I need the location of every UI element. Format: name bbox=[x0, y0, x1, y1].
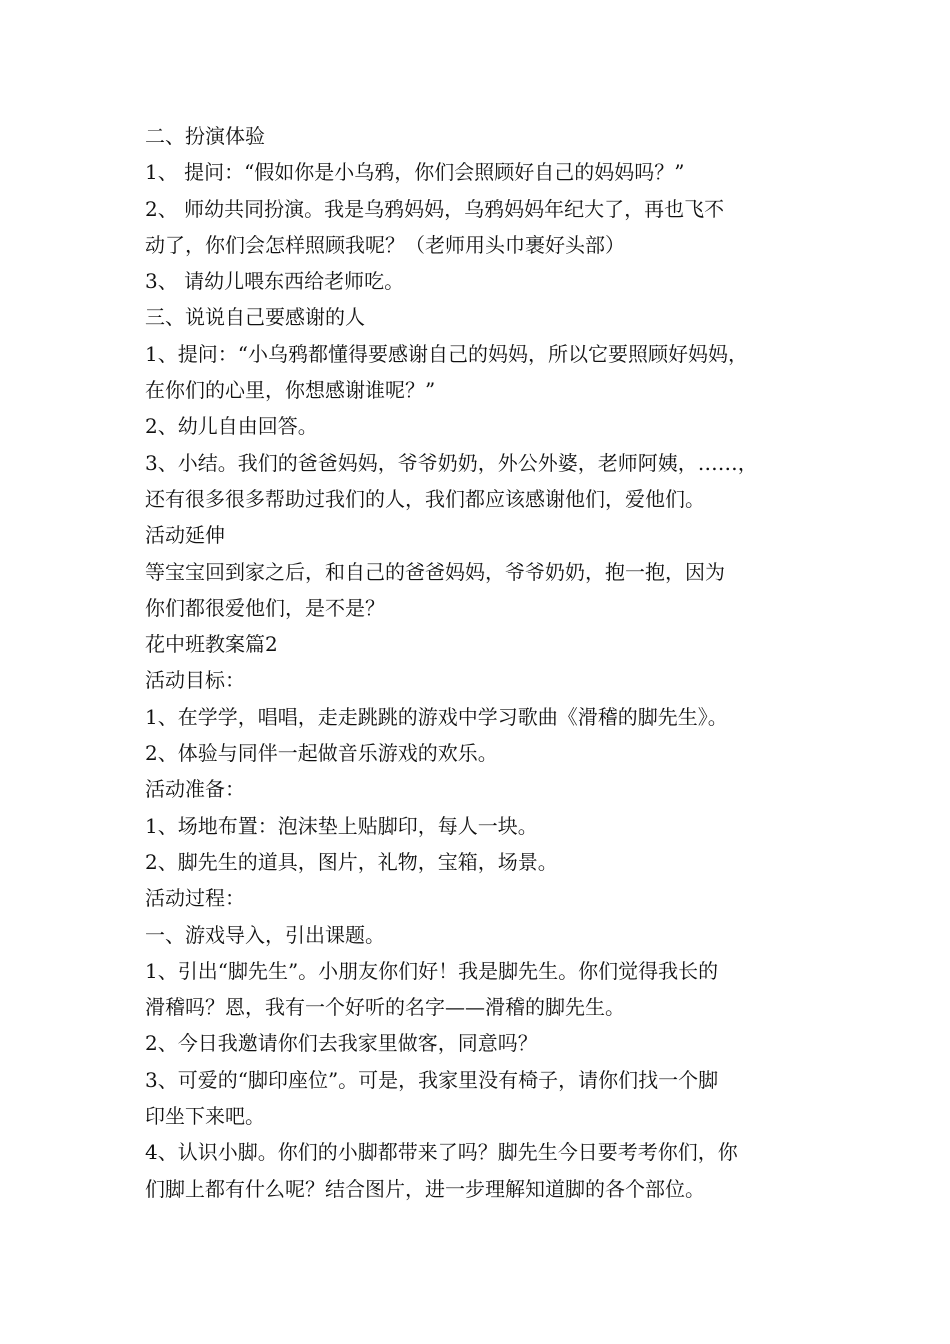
section-heading: 活动目标： bbox=[145, 668, 245, 693]
paragraph-line: 4、认识小脚。你们的小脚都带来了吗？脚先生今日要考考你们，你 bbox=[145, 1140, 738, 1165]
paragraph-line: 1、场地布置：泡沫垫上贴脚印，每人一块。 bbox=[145, 813, 538, 838]
paragraph-line: 2、 师幼共同扮演。我是乌鸦妈妈，乌鸦妈妈年纪大了，再也飞不 bbox=[145, 196, 725, 221]
paragraph-line: 1、 提问：“假如你是小乌鸦，你们会照顾好自己的妈妈吗？” bbox=[145, 160, 685, 185]
paragraph-line: 2、幼儿自由回答。 bbox=[145, 414, 318, 439]
lesson-title: 花中班教案篇2 bbox=[145, 632, 278, 657]
paragraph-line: 2、脚先生的道具，图片，礼物，宝箱，场景。 bbox=[145, 849, 558, 874]
document-body bbox=[145, 118, 815, 1207]
paragraph-line: 3、可爱的“脚印座位”。可是，我家里没有椅子，请你们找一个脚 bbox=[145, 1067, 719, 1092]
paragraph-line: 等宝宝回到家之后，和自己的爸爸妈妈，爷爷奶奶，抱一抱，因为 bbox=[145, 559, 725, 584]
section-heading: 三、说说自己要感谢的人 bbox=[145, 305, 365, 330]
section-heading: 二、扮演体验 bbox=[145, 124, 265, 148]
section-heading: 活动延伸 bbox=[145, 523, 225, 548]
section-heading: 活动准备： bbox=[145, 777, 245, 802]
section-heading: 一、游戏导入，引出课题。 bbox=[145, 922, 385, 947]
paragraph-line: 2、体验与同伴一起做音乐游戏的欢乐。 bbox=[145, 741, 498, 766]
paragraph-line: 1、引出“脚先生”。小朋友你们好！我是脚先生。你们觉得我长的 bbox=[145, 958, 719, 983]
paragraph-line: 动了，你们会怎样照顾我呢？（老师用头巾裹好头部） bbox=[145, 232, 625, 257]
paragraph-line: 3、小结。我们的爸爸妈妈，爷爷奶奶，外公外婆，老师阿姨，……， bbox=[145, 450, 758, 475]
paragraph-line: 你们都很爱他们，是不是？ bbox=[145, 595, 385, 620]
paragraph-line: 1、提问：“小乌鸦都懂得要感谢自己的妈妈，所以它要照顾好妈妈， bbox=[145, 341, 748, 366]
paragraph-line: 还有很多很多帮助过我们的人，我们都应该感谢他们，爱他们。 bbox=[145, 486, 705, 511]
paragraph-line: 在你们的心里，你想感谢谁呢？” bbox=[145, 378, 436, 403]
paragraph-line: 滑稽吗？恩，我有一个好听的名字——滑稽的脚先生。 bbox=[145, 995, 625, 1020]
section-heading: 活动过程： bbox=[145, 886, 245, 911]
paragraph-line: 3、 请幼儿喂东西给老师吃。 bbox=[145, 269, 405, 294]
paragraph-line: 2、今日我邀请你们去我家里做客，同意吗？ bbox=[145, 1031, 538, 1056]
paragraph-line: 印坐下来吧。 bbox=[145, 1104, 265, 1129]
paragraph-line: 1、在学学，唱唱，走走跳跳的游戏中学习歌曲《滑稽的脚先生》。 bbox=[145, 704, 728, 729]
paragraph-line: 们脚上都有什么呢？结合图片，进一步理解知道脚的各个部位。 bbox=[145, 1176, 705, 1201]
